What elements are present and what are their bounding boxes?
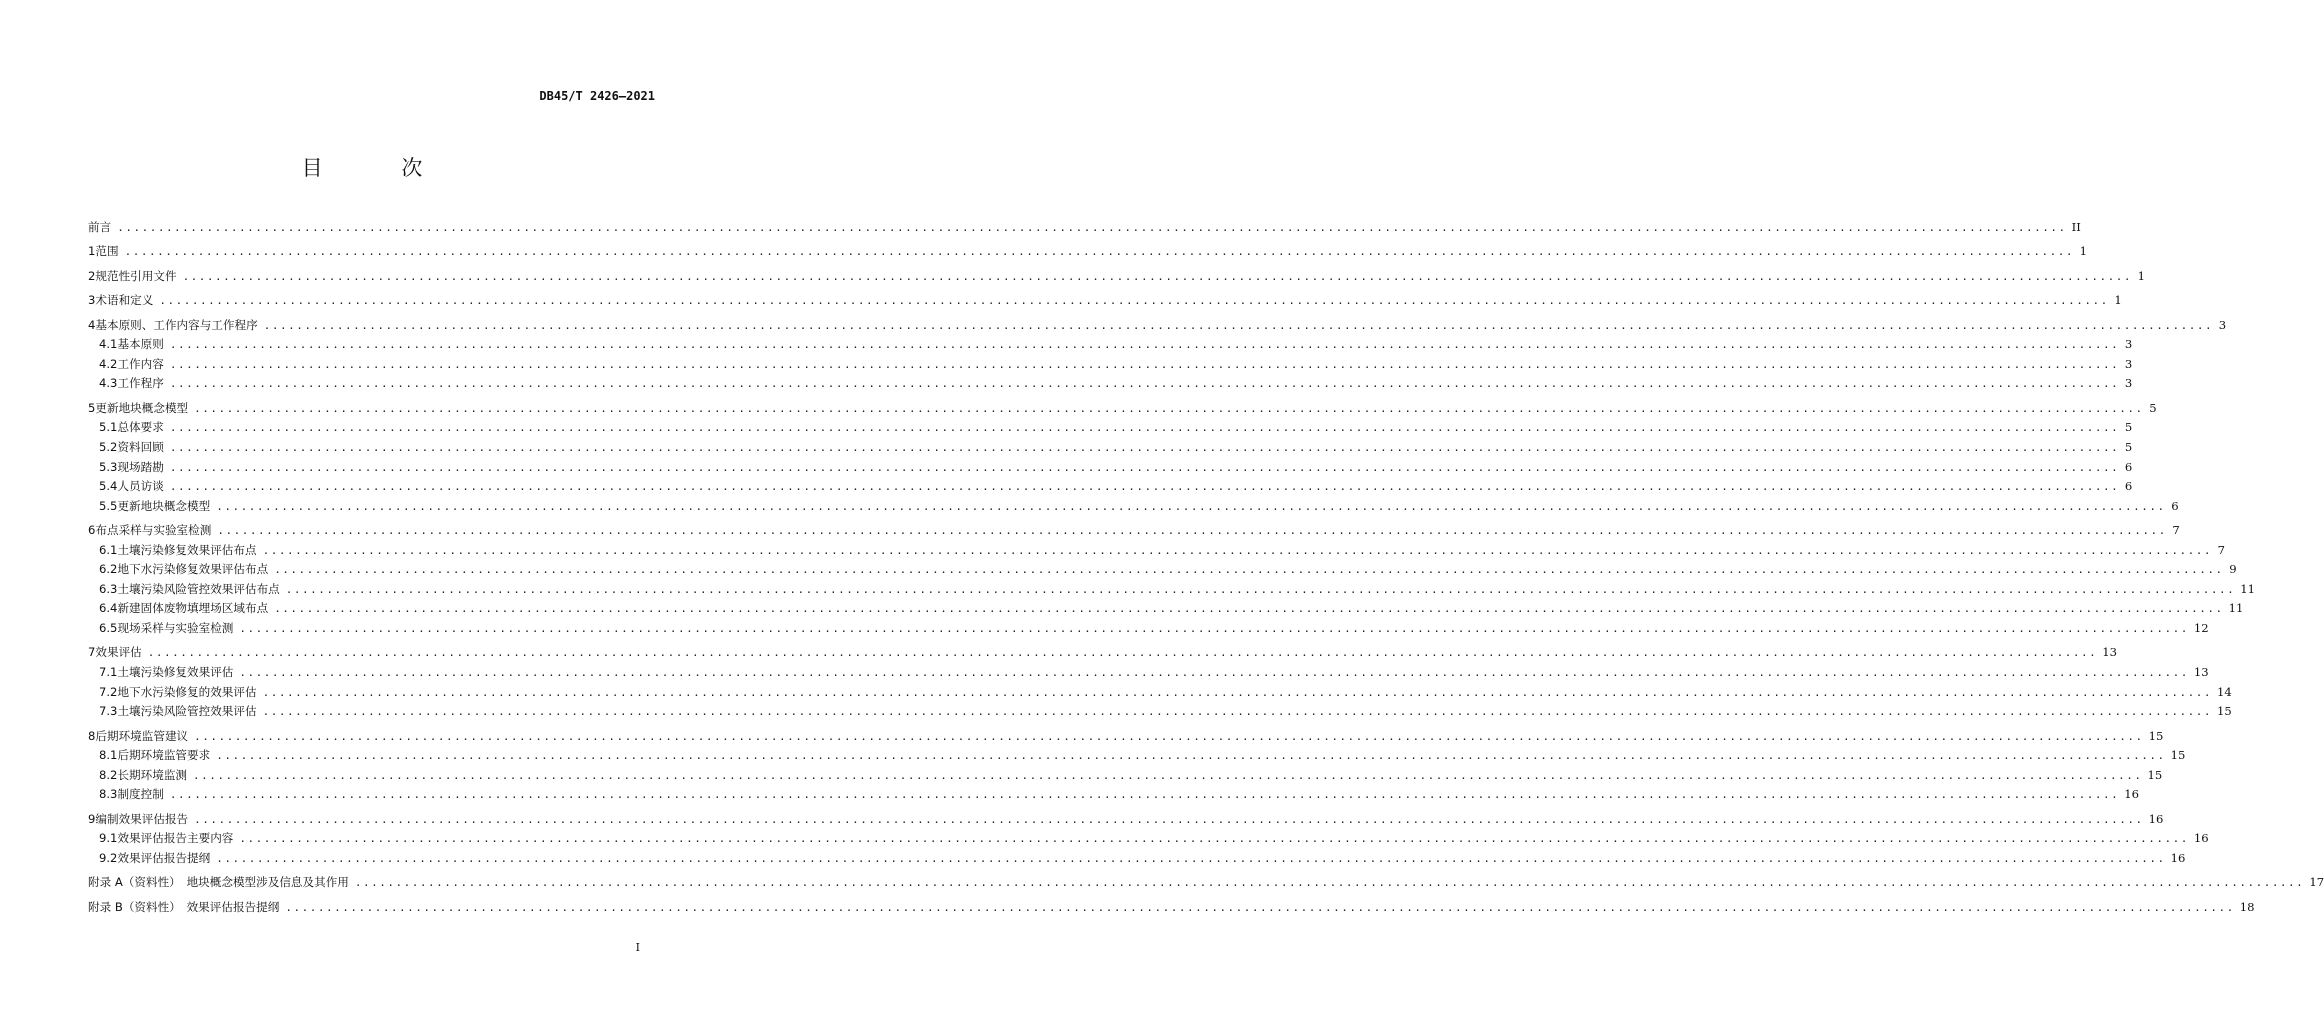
toc-entry[interactable]: [88, 580, 2255, 600]
toc-dot-leader: ................................................................................................................................................................................................................................................: [239, 832, 2189, 846]
toc-entry[interactable]: [88, 766, 2163, 786]
toc-entry[interactable]: [88, 418, 2133, 438]
toc-entry-page: 16: [2124, 787, 2140, 802]
toc-entry-number: 5.4: [99, 479, 118, 494]
toc-entry-label: 现场踏勘: [117, 459, 164, 474]
toc-dot-leader: ................................................................................................................................................................................................................................................: [194, 812, 2144, 826]
toc-entry[interactable]: [88, 316, 2227, 336]
toc-entry-number: 4: [88, 317, 96, 332]
toc-dot-leader: ................................................................................................................................................................................................................................................: [169, 377, 2120, 391]
toc-entry-label: 土壤污染风险管控效果评估布点: [117, 581, 280, 596]
toc-dot-leader: ................................................................................................................................................................................................................................................: [159, 294, 2109, 308]
toc-dot-leader: ................................................................................................................................................................................................................................................: [169, 440, 2120, 454]
toc-entry-number: 6.1: [99, 542, 118, 557]
toc-entry-label: 更新地块概念模型: [95, 400, 189, 415]
toc-dot-leader: ................................................................................................................................................................................................................................................: [194, 729, 2144, 743]
toc-entry-label: 土壤污染风险管控效果评估: [117, 704, 257, 719]
toc-entry-page: 16: [2170, 850, 2186, 865]
document-code: DB45/T 2426—2021: [539, 89, 655, 103]
toc-entry-label: 后期环境监管建议: [95, 728, 189, 743]
toc-entry-page: 15: [2147, 767, 2163, 782]
toc-entry[interactable]: [88, 785, 2140, 805]
toc-entry-number: 8.1: [99, 748, 118, 763]
toc-dot-leader: ................................................................................................................................................................................................................................................: [217, 524, 2167, 538]
toc-dot-leader: ................................................................................................................................................................................................................................................: [169, 788, 2120, 802]
toc-entry-number: 4.1: [99, 337, 118, 352]
toc-entry-page: 3: [2218, 317, 2227, 332]
toc-entry[interactable]: [88, 477, 2133, 497]
toc-dot-leader: ................................................................................................................................................................................................................................................: [262, 685, 2213, 699]
toc-entry-number: 7: [88, 645, 96, 660]
toc-entry-page: 5: [2124, 439, 2133, 454]
toc-entry[interactable]: [88, 727, 2164, 747]
toc-entry-number: 8.3: [99, 787, 118, 802]
toc-entry[interactable]: [88, 399, 2157, 419]
toc-entry[interactable]: [88, 663, 2209, 683]
toc-entry[interactable]: [88, 619, 2209, 639]
toc-entry-number: 4.2: [99, 356, 118, 371]
toc-entry-label: 附录 A（资料性） 地块概念模型涉及信息及其作用: [88, 875, 349, 890]
toc-entry-label: 人员访谈: [117, 479, 164, 494]
toc-entry[interactable]: [88, 746, 2186, 766]
toc-dot-leader: ................................................................................................................................................................................................................................................: [239, 666, 2189, 680]
toc-entry-number: 5.1: [99, 420, 118, 435]
toc-entry-number: 9.2: [99, 850, 118, 865]
toc-entry[interactable]: [88, 560, 2237, 580]
toc-dot-leader: ................................................................................................................................................................................................................................................: [274, 563, 2224, 577]
toc-entry-page: 1: [2137, 268, 2145, 283]
toc-entry-label: 工作程序: [117, 376, 164, 391]
page-title: 目 次: [301, 156, 459, 180]
toc-entry[interactable]: [88, 541, 2226, 561]
toc-entry-label: 范围: [95, 244, 119, 259]
toc-entry-number: 6: [88, 523, 96, 538]
toc-entry-label: 效果评估报告主要内容: [117, 831, 234, 846]
toc-entry-label: 布点采样与实验室检测: [95, 523, 212, 538]
toc-entry-number: 8: [88, 728, 96, 743]
toc-entry-number: 3: [88, 293, 96, 308]
toc-entry-label: 工作内容: [117, 356, 164, 371]
toc-entry-number: 4.3: [99, 376, 118, 391]
toc-entry-page: 16: [2193, 831, 2209, 846]
toc-entry[interactable]: [88, 898, 2255, 918]
toc-dot-leader: ................................................................................................................................................................................................................................................: [239, 622, 2189, 636]
toc-entry-label: 效果评估: [95, 645, 142, 660]
toc-dot-leader: ................................................................................................................................................................................................................................................: [216, 749, 2166, 763]
toc-dot-leader: ................................................................................................................................................................................................................................................: [182, 269, 2132, 283]
toc-dot-leader: ................................................................................................................................................................................................................................................: [262, 543, 2213, 557]
toc-dot-leader: ................................................................................................................................................................................................................................................: [263, 318, 2214, 332]
toc-dot-leader: ................................................................................................................................................................................................................................................: [147, 646, 2098, 660]
toc-entry-page: 12: [2193, 621, 2209, 636]
toc-entry-number: 5.2: [99, 439, 118, 454]
toc-entry[interactable]: [88, 599, 2244, 619]
toc-entry-label: 总体要求: [117, 420, 164, 435]
toc-entry-number: 7.1: [99, 665, 118, 680]
toc-entry-page: 3: [2124, 337, 2133, 352]
toc-entry-number: 5: [88, 400, 96, 415]
toc-entry[interactable]: [88, 267, 2145, 287]
toc-entry-page: 5: [2149, 400, 2157, 415]
toc-dot-leader: ................................................................................................................................................................................................................................................: [169, 460, 2120, 474]
toc-entry-page: 1: [2079, 244, 2088, 259]
toc-entry-page: 7: [2172, 523, 2180, 538]
toc-entry-label: 制度控制: [117, 787, 164, 802]
toc-entry-label: 后期环境监管要求: [117, 748, 211, 763]
toc-entry[interactable]: [88, 702, 2232, 722]
toc-entry-page: 15: [2217, 704, 2232, 719]
toc-entry-page: 11: [2240, 581, 2255, 596]
toc-dot-leader: ................................................................................................................................................................................................................................................: [193, 768, 2143, 782]
toc-entry[interactable]: [88, 291, 2122, 311]
toc-entry[interactable]: [88, 497, 2179, 517]
toc-dot-leader: ................................................................................................................................................................................................................................................: [169, 338, 2120, 352]
toc-entry-page: 16: [2148, 811, 2164, 826]
toc-dot-leader: ................................................................................................................................................................................................................................................: [124, 245, 2075, 259]
toc-dot-leader: ................................................................................................................................................................................................................................................: [169, 421, 2120, 435]
toc-entry-number: 6.5: [99, 621, 118, 636]
toc-entry-label: 规范性引用文件: [95, 268, 177, 283]
toc-entry-number: 5.5: [99, 498, 118, 513]
toc-entry-page: 15: [2148, 728, 2164, 743]
toc-entry[interactable]: [88, 335, 2133, 355]
toc-dot-leader: ................................................................................................................................................................................................................................................: [169, 357, 2120, 371]
toc-entry-number: 9: [88, 811, 96, 826]
toc-entry-page: 14: [2217, 684, 2232, 699]
toc-entry-label: 附录 B（资料性） 效果评估报告提纲: [88, 899, 280, 914]
toc-entry[interactable]: [88, 355, 2133, 375]
toc-dot-leader: ................................................................................................................................................................................................................................................: [354, 876, 2305, 890]
toc-dot-leader: ................................................................................................................................................................................................................................................: [194, 401, 2144, 415]
toc-entry[interactable]: [88, 849, 2186, 869]
toc-dot-leader: ................................................................................................................................................................................................................................................: [262, 705, 2213, 719]
toc-entry[interactable]: [88, 521, 2180, 541]
toc-entry-label: 土壤污染修复效果评估: [117, 665, 234, 680]
toc-entry-number: 9.1: [99, 831, 118, 846]
toc-entry-page: II: [2071, 220, 2081, 234]
toc-entry[interactable]: [88, 438, 2133, 458]
toc-entry-page: 13: [2193, 665, 2209, 680]
toc-entry[interactable]: [88, 242, 2088, 262]
toc-entry[interactable]: [88, 810, 2164, 830]
toc-entry[interactable]: [88, 829, 2209, 849]
toc-entry-label: 前言: [88, 220, 112, 234]
toc-entry-label: 基本原则: [117, 337, 164, 352]
toc-entry-label: 术语和定义: [95, 293, 154, 308]
toc-entry-label: 效果评估报告提纲: [117, 850, 211, 865]
toc-entry-label: 编制效果评估报告: [95, 811, 189, 826]
toc-entry-page: 9: [2229, 562, 2237, 577]
toc-entry-page: 18: [2239, 899, 2255, 914]
toc-entry-number: 6.4: [99, 601, 118, 616]
toc-entry-page: 13: [2102, 645, 2117, 660]
table-of-contents: [88, 218, 2324, 917]
toc-entry-page: 11: [2228, 601, 2244, 616]
toc-entry-label: 地下水污染修复效果评估布点: [117, 562, 269, 577]
toc-dot-leader: ................................................................................................................................................................................................................................................: [274, 602, 2224, 616]
toc-entry-label: 现场采样与实验室检测: [117, 621, 234, 636]
toc-dot-leader: ................................................................................................................................................................................................................................................: [216, 851, 2166, 865]
toc-entry[interactable]: [88, 374, 2133, 394]
toc-entry-label: 新建固体废物填埋场区域布点: [117, 601, 269, 616]
toc-entry[interactable]: [88, 873, 2324, 893]
toc-entry-page: 17: [2309, 875, 2324, 890]
toc-dot-leader: ................................................................................................................................................................................................................................................: [216, 499, 2166, 513]
toc-entry-label: 基本原则、工作内容与工作程序: [95, 317, 258, 332]
toc-entry-page: 7: [2217, 542, 2226, 557]
toc-entry-label: 更新地块概念模型: [117, 498, 211, 513]
toc-entry-page: 1: [2114, 293, 2122, 308]
toc-entry-number: 8.2: [99, 767, 118, 782]
toc-entry-number: 1: [88, 244, 96, 259]
toc-entry-number: 7.2: [99, 684, 118, 699]
page-number: I: [635, 941, 640, 954]
toc-entry[interactable]: [88, 218, 2081, 238]
toc-dot-leader: ................................................................................................................................................................................................................................................: [169, 480, 2120, 494]
toc-entry[interactable]: [88, 458, 2133, 478]
toc-entry-label: 地下水污染修复的效果评估: [117, 684, 257, 699]
toc-dot-leader: ................................................................................................................................................................................................................................................: [285, 900, 2235, 914]
toc-entry-number: 7.3: [99, 704, 118, 719]
toc-dot-leader: ................................................................................................................................................................................................................................................: [117, 221, 2067, 234]
toc-dot-leader: ................................................................................................................................................................................................................................................: [285, 582, 2236, 596]
toc-entry-page: 15: [2170, 748, 2186, 763]
toc-entry-number: 5.3: [99, 459, 118, 474]
toc-entry-page: 3: [2124, 356, 2133, 371]
toc-entry[interactable]: [88, 683, 2232, 703]
toc-entry-number: 6.2: [99, 562, 118, 577]
toc-entry-number: 6.3: [99, 581, 118, 596]
toc-entry-label: 长期环境监测: [117, 767, 188, 782]
toc-entry-page: 6: [2171, 498, 2179, 513]
toc-entry-page: 6: [2124, 459, 2133, 474]
toc-entry[interactable]: [88, 643, 2117, 663]
toc-entry-page: 5: [2124, 420, 2133, 435]
toc-entry-label: 资料回顾: [117, 439, 164, 454]
toc-entry-page: 6: [2124, 479, 2133, 494]
toc-entry-number: 2: [88, 268, 96, 283]
toc-entry-page: 3: [2124, 376, 2133, 391]
toc-entry-label: 土壤污染修复效果评估布点: [117, 542, 257, 557]
